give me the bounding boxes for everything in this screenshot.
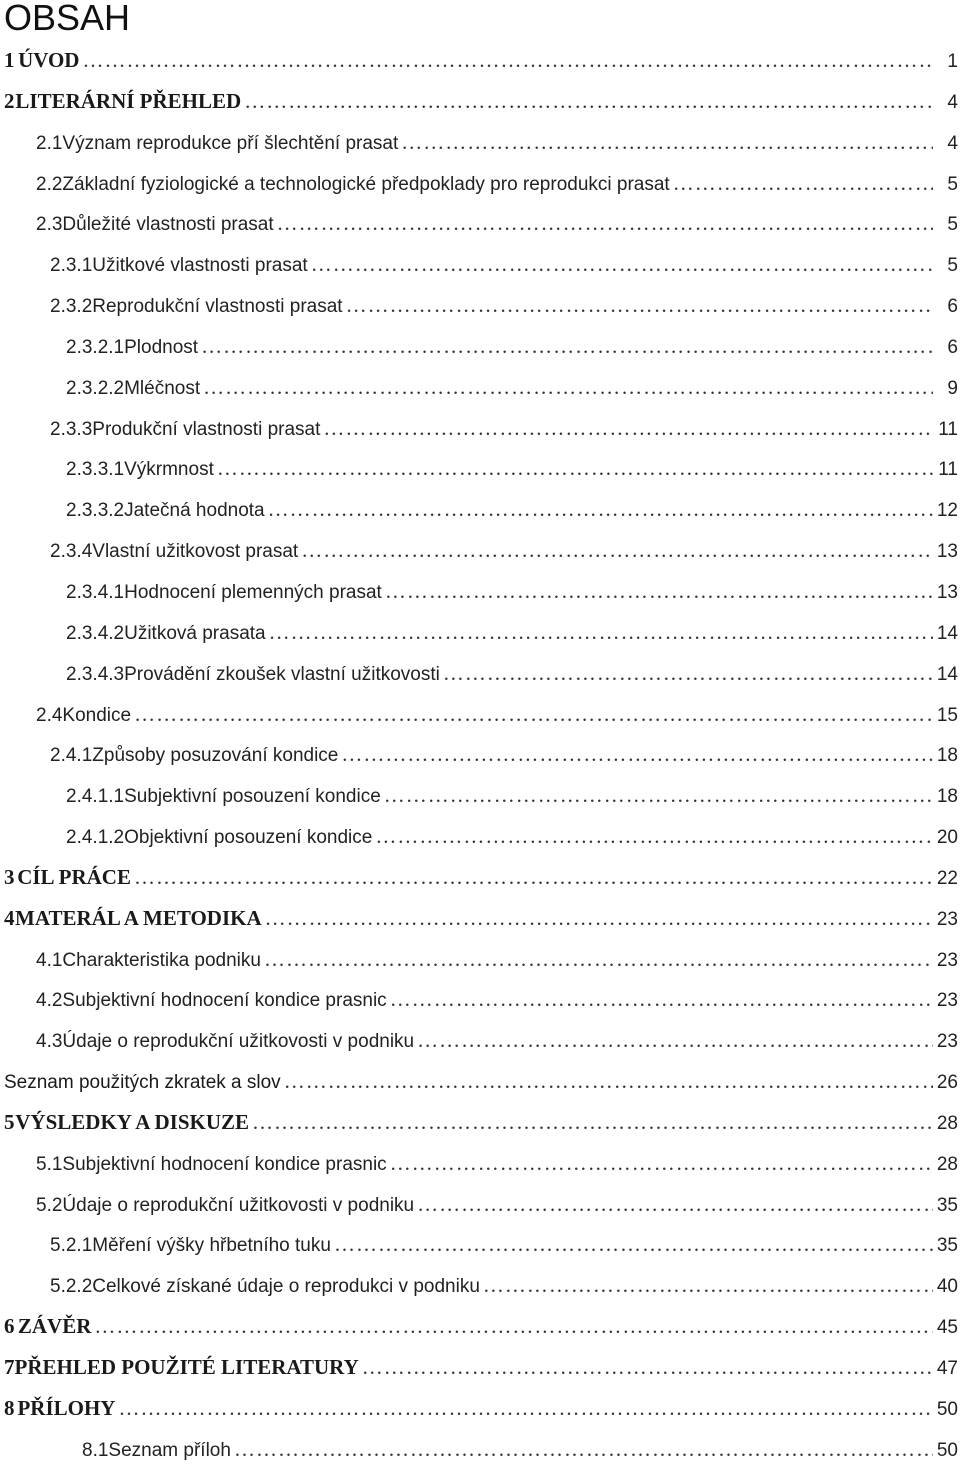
toc-entry-title: Mléčnost [124, 377, 201, 399]
toc-entry-number: 2.3.3 [50, 418, 93, 440]
toc-entry[interactable] [0, 367, 960, 408]
toc-entry[interactable] [0, 1306, 960, 1347]
toc-entry[interactable] [0, 1265, 960, 1306]
toc-entry[interactable] [0, 1347, 960, 1388]
toc-entry-number: 2.3 [36, 214, 63, 236]
toc-entry-title: Užitkové vlastnosti prasat [92, 255, 308, 277]
toc-entry-number: 8.1 [82, 1439, 109, 1461]
toc-entry-title: Plodnost [124, 336, 199, 358]
toc-entry[interactable] [0, 1143, 960, 1184]
toc-entry-number: 2 [4, 88, 15, 113]
toc-entry-page: 23 [936, 908, 958, 930]
toc-entry-number: 4.3 [36, 1031, 63, 1053]
toc-entry-page: 1 [947, 51, 958, 72]
toc-entry[interactable] [0, 1388, 960, 1429]
toc-entry-title: Údaje o reprodukční užitkovosti v podniku [62, 1194, 415, 1216]
toc-entry[interactable] [0, 1224, 960, 1265]
toc-dot-leader [417, 1184, 933, 1225]
toc-entry-number: 2.3.3.1 [66, 459, 125, 481]
toc-entry-number: 4.1 [36, 949, 63, 971]
toc-entry[interactable] [0, 734, 960, 775]
toc-entry[interactable] [0, 612, 960, 653]
toc-entry[interactable] [0, 816, 960, 857]
toc-entry-number: 2.4.1 [50, 745, 93, 767]
toc-entry-page: 11 [938, 459, 958, 481]
toc-entry-title: Charakteristika podniku [62, 949, 261, 971]
toc-entry-number: 2.3.4 [50, 541, 93, 563]
toc-dot-leader [323, 408, 933, 449]
toc-entry[interactable] [0, 857, 960, 898]
toc-dot-leader [118, 1388, 933, 1429]
toc-entry-number: 2.4 [36, 704, 63, 726]
toc-entry-number: 5 [4, 1109, 15, 1134]
toc-entry-page: 35 [936, 1194, 958, 1216]
toc-dot-leader [673, 163, 933, 204]
toc-entry-page: 12 [936, 500, 958, 522]
toc-entry-number: 4 [4, 905, 15, 930]
toc-entry[interactable] [0, 979, 960, 1020]
toc-entry[interactable] [0, 244, 960, 285]
toc-entry-title: Výkrmnost [124, 459, 214, 481]
toc-entry[interactable] [0, 448, 960, 489]
toc-entry-page: 50 [936, 1439, 958, 1461]
toc-entry[interactable] [0, 1020, 960, 1061]
toc-entry[interactable] [0, 1061, 960, 1102]
toc-dot-leader [375, 816, 933, 857]
toc-entry-number: 2.2 [36, 173, 63, 195]
toc-entry-page: 14 [936, 663, 958, 685]
toc-entry-title: Produkční vlastnosti prasat [92, 418, 321, 440]
toc-entry-page: 6 [947, 296, 958, 318]
toc-entry[interactable] [0, 775, 960, 816]
toc-entry-number: 5.2.2 [50, 1276, 93, 1298]
toc-entry-title: Užitková prasata [124, 622, 266, 644]
toc-entry-page: 5 [947, 255, 958, 277]
toc-entry[interactable] [0, 571, 960, 612]
toc-entry[interactable] [0, 898, 960, 939]
toc-dot-leader [201, 326, 933, 367]
toc-dot-leader [385, 571, 933, 612]
toc-entry[interactable] [0, 163, 960, 204]
toc-dot-leader [269, 612, 933, 653]
toc-entry-page: 26 [936, 1072, 958, 1094]
toc-entry[interactable] [0, 939, 960, 980]
toc-entry-title: ZÁVĚR [17, 1314, 92, 1339]
toc-entry-title: Seznam příloh [108, 1439, 231, 1461]
page-title: OBSAH [4, 0, 131, 38]
toc-dot-leader [334, 1224, 933, 1265]
toc-entry-title: Význam reprodukce pří šlechtění prasat [62, 132, 399, 154]
toc-entry-page: 22 [936, 867, 958, 889]
toc-entry-number: 5.1 [36, 1153, 63, 1175]
toc-dot-leader [234, 1429, 933, 1470]
toc-entry-number: 2.3.4.1 [66, 581, 125, 603]
toc-entry[interactable] [0, 81, 960, 122]
toc-entry[interactable] [0, 203, 960, 244]
toc-entry-page: 47 [936, 1358, 958, 1379]
toc-entry-number: 2.3.4.3 [66, 663, 125, 685]
toc-entry[interactable] [0, 40, 960, 81]
toc-entry-page: 23 [936, 1031, 958, 1053]
toc-entry-number: 2.4.1.1 [66, 786, 125, 808]
toc-dot-leader [268, 489, 933, 530]
toc-dot-leader [390, 979, 933, 1020]
toc-entry-number: 2.3.1 [50, 255, 93, 277]
toc-entry-number: 2.4.1.2 [66, 827, 125, 849]
toc-entry[interactable] [0, 326, 960, 367]
toc-entry[interactable] [0, 653, 960, 694]
toc-entry-page: 6 [947, 336, 958, 358]
toc-dot-leader [277, 203, 933, 244]
toc-entry-title: Hodnocení plemenných prasat [124, 581, 382, 603]
toc-entry-title: Měření výšky hřbetního tuku [92, 1235, 331, 1257]
toc-entry[interactable] [0, 1102, 960, 1143]
toc-entry[interactable] [0, 489, 960, 530]
toc-dot-leader [443, 653, 933, 694]
toc-dot-leader [417, 1020, 933, 1061]
toc-dot-leader [384, 775, 933, 816]
toc-entry-number: 2.3.2.2 [66, 377, 125, 399]
toc-entry-page: 23 [936, 949, 958, 971]
toc-entry-page: 5 [947, 214, 958, 236]
toc-entry-page: 35 [936, 1235, 958, 1257]
toc-entry-number: 2.3.4.2 [66, 622, 125, 644]
toc-entry-page: 13 [936, 581, 958, 603]
toc-dot-leader [346, 285, 933, 326]
toc-entry-title: Jatečná hodnota [124, 500, 265, 522]
toc-entry-page: 40 [936, 1276, 958, 1298]
toc-dot-leader [252, 1102, 933, 1143]
toc-entry-page: 28 [936, 1153, 958, 1175]
toc-entry-number: 8 [4, 1395, 15, 1420]
toc-entry-number: 6 [4, 1314, 15, 1339]
toc-entry-page: 23 [936, 990, 958, 1012]
toc-entry-number: 4.2 [36, 990, 63, 1012]
toc-entry-title: Důležité vlastnosti prasat [62, 214, 274, 236]
toc-dot-leader [362, 1347, 933, 1388]
toc-entry[interactable] [0, 1429, 960, 1470]
toc-entry-page: 45 [936, 1317, 958, 1339]
toc-entry-page: 5 [947, 173, 958, 195]
toc-entry-title: Objektivní posouzení kondice [124, 827, 373, 849]
toc-dot-leader [265, 898, 933, 939]
toc-entry[interactable] [0, 122, 960, 163]
toc-entry-page: 4 [947, 132, 958, 154]
toc-entry-page: 4 [947, 91, 958, 113]
toc-entry[interactable] [0, 408, 960, 449]
toc-dot-leader [134, 694, 933, 735]
toc-entry-number: 3 [4, 864, 15, 889]
toc-entry-page: 13 [936, 541, 958, 563]
toc-dot-leader [217, 448, 933, 489]
toc-entry-number: 5.2 [36, 1194, 63, 1216]
toc-entry-title: Kondice [62, 704, 132, 726]
toc-entry-number: 2.3.3.2 [66, 500, 125, 522]
toc-entry-title: PŘEHLED POUŽITÉ LITERATURY [14, 1355, 359, 1379]
toc-entry[interactable] [0, 1184, 960, 1225]
toc-dot-leader [301, 530, 933, 571]
toc-entry-title: PŘÍLOHY [17, 1395, 116, 1420]
toc-entry-title: Způsoby posuzování kondice [92, 745, 339, 767]
toc-entry-title: Reprodukční vlastnosti prasat [92, 296, 343, 318]
toc-dot-leader [94, 1306, 933, 1347]
toc-entry-title: LITERÁRNÍ PŘEHLED [15, 88, 242, 113]
toc-entry-page: 20 [936, 827, 958, 849]
toc-entry-page: 15 [936, 704, 958, 726]
toc-entry-number: 2.1 [36, 132, 63, 154]
toc-entry-page: 50 [936, 1398, 958, 1420]
toc-entry-title: Vlastní užitkovost prasat [92, 541, 299, 563]
toc-entry-title: MATERÁL A METODIKA [15, 905, 262, 930]
toc-dot-leader [244, 81, 933, 122]
toc-entry-title: Subjektivní posouzení kondice [124, 786, 381, 808]
toc-entry-title: VÝSLEDKY A DISKUZE [15, 1109, 250, 1134]
toc-entry-title: ÚVOD [18, 48, 80, 72]
toc-entry-page: 9 [947, 377, 958, 399]
toc-entry-title: Subjektivní hodnocení kondice prasnic [62, 1153, 387, 1175]
toc-entry[interactable] [0, 285, 960, 326]
toc-entry-number: 7 [4, 1355, 15, 1379]
toc-entry[interactable] [0, 530, 960, 571]
toc-entry-title: Subjektivní hodnocení kondice prasnic [62, 990, 387, 1012]
toc-entry-title: Základní fyziologické a technologické předpoklady pro reprodukci prasat [62, 173, 670, 195]
toc-dot-leader [483, 1265, 933, 1306]
toc-entry-page: 28 [936, 1112, 958, 1134]
toc-entry-title: Celkové získané údaje o reprodukci v podniku [92, 1276, 480, 1298]
toc-entry-title: Provádění zkoušek vlastní užitkovosti [124, 663, 440, 685]
toc-entry-number: 2.3.2 [50, 296, 93, 318]
toc-entry-title: CÍL PRÁCE [17, 864, 131, 889]
toc-entry-page: 14 [936, 622, 958, 644]
toc-entry[interactable] [0, 694, 960, 735]
toc-entry-title: Seznam použitých zkratek a slov [4, 1072, 281, 1094]
toc-entry-page: 11 [938, 418, 958, 440]
toc-entry-page: 18 [936, 745, 958, 767]
toc-dot-leader [401, 122, 933, 163]
toc-entry-number: 5.2.1 [50, 1235, 93, 1257]
toc-dot-leader [390, 1143, 933, 1184]
toc-dot-leader [341, 734, 933, 775]
toc-dot-leader [284, 1061, 933, 1102]
table-of-contents [0, 40, 960, 1470]
toc-entry-number: 1 [4, 48, 15, 72]
toc-dot-leader [311, 244, 933, 285]
toc-dot-leader [203, 367, 933, 408]
toc-entry-number: 2.3.2.1 [66, 336, 125, 358]
toc-entry-title: Údaje o reprodukční užitkovosti v podniku [62, 1031, 415, 1053]
toc-dot-leader [134, 857, 933, 898]
toc-dot-leader [264, 939, 933, 980]
toc-dot-leader [82, 40, 933, 81]
toc-entry-page: 18 [936, 786, 958, 808]
